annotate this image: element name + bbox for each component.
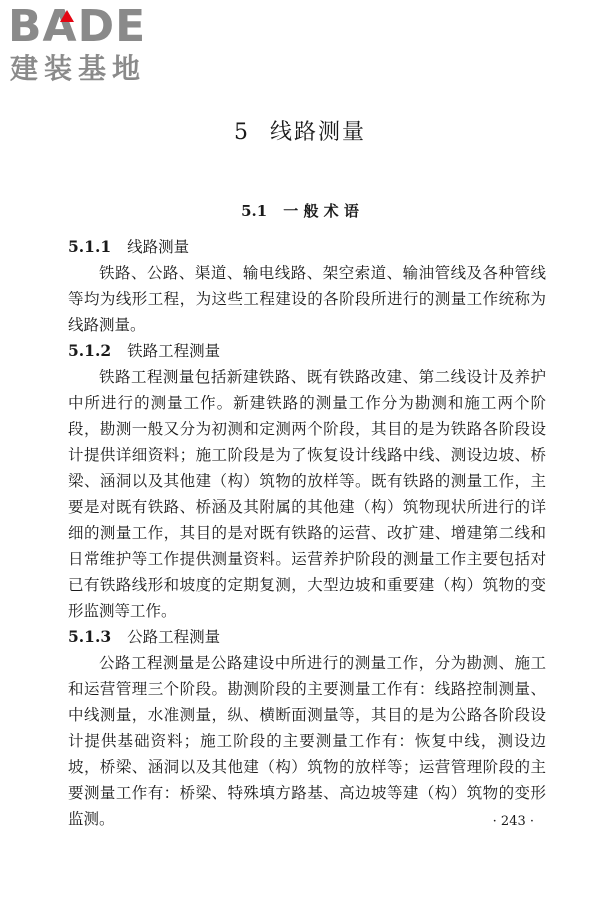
term-definition: 铁路工程测量包括新建铁路、既有铁路改建、第二线设计及养护中所进行的测量工作。新建铁路的测量工作分为勘测和施工两个阶段，勘测一般又分为初测和定测两个阶段，其目的是为铁路各阶段设计提供详细资料；施工阶段是为了恢复设计线路中线、测设边坡、桥梁、涵洞以及其他建（构）筑物的放样等。既有铁路的测量工作，主要是对既有铁路、桥涵及其附属的其他建（构）筑物现状所进行的详细的测量工作，其目的是对既有铁路的运营、改扩建、增建第二线和日常维护等工作提供测量资料。运营养护阶段的测量工作主要包括对已有铁路线形和坡度的定期复测，大型边坡和重要建（构）筑物的变形监测等工作。 [68,368,546,620]
logo-wordmark: BADE [8,1,147,52]
term-entry [68,338,546,624]
term-heading [68,338,546,364]
chapter-title [0,118,600,148]
bade-logo [8,2,183,94]
term-heading [68,624,546,650]
term-definition: 铁路、公路、渠道、输电线路、架空索道、输油管线及各种管线等均为线形工程，为这些工程建设的各阶段所进行的测量工作统称为线路测量。 [68,264,546,334]
term-title: 公路工程测量 [127,628,221,646]
term-entry [68,234,546,338]
term-number: 5.1.1 [68,237,112,256]
document-body [68,234,546,832]
section-title [0,200,600,222]
term-title: 铁路工程测量 [127,342,221,360]
term-title: 线路测量 [127,238,190,256]
term-entry [68,624,546,832]
logo-triangle-icon [60,10,74,22]
section-number: 5.1 [241,202,268,220]
section-title-text: 一 般 术 语 [283,202,359,220]
chapter-number: 5 [233,120,250,145]
term-definition: 公路工程测量是公路建设中所进行的测量工作，分为勘测、施工和运营管理三个阶段。勘测阶段的主要测量工作有：线路控制测量、中线测量，水准测量，纵、横断面测量等，其目的是为公路各阶段设计提供基础资料；施工阶段的主要测量工作有：恢复中线，测设边坡，桥梁、涵洞以及其他建（构）筑物的放样等；运营管理阶段的主要测量工作有：桥梁、特殊填方路基、高边坡等建（构）筑物的变形监测。 [68,654,546,828]
term-number: 5.1.2 [68,341,112,360]
page-number: · 243 · [492,814,534,829]
term-number: 5.1.3 [68,627,112,646]
term-heading [68,234,546,260]
chapter-title-text: 线路测量 [269,120,366,145]
logo-subtitle: 建装基地 [10,52,147,85]
